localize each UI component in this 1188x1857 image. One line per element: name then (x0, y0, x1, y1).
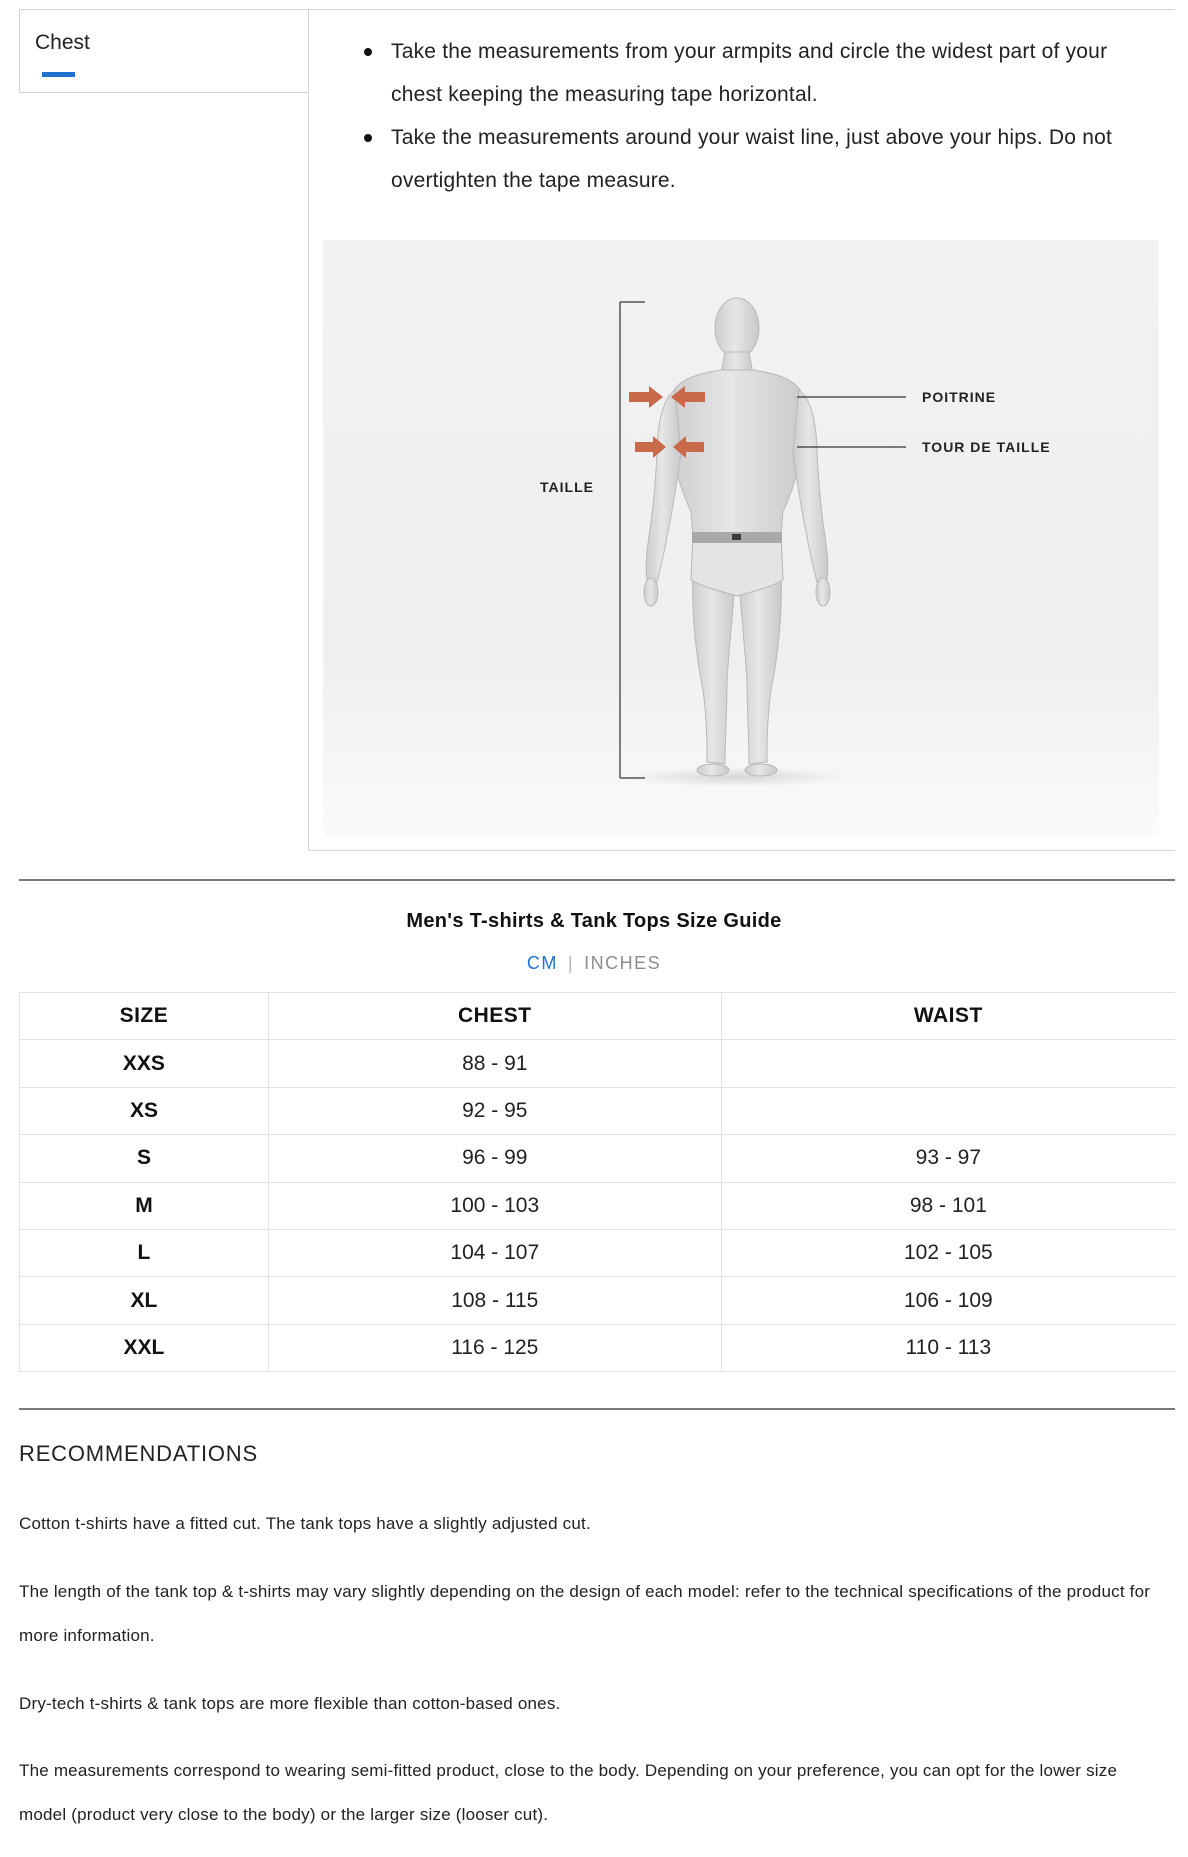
table-row (20, 1040, 1176, 1087)
height-bracket (620, 302, 645, 778)
table-row (20, 1135, 1176, 1182)
recommendation-paragraph: The measurements correspond to wearing semi-fitted product, close to the body. Depending on your preference, you can opt for the lower size model (product very close to the body) or the larger size (looser cut). (19, 1761, 1118, 1824)
column-header-chest: CHEST (268, 993, 721, 1040)
size-cell: M (20, 1182, 269, 1229)
size-cell: S (20, 1135, 269, 1182)
waist-cell: 106 - 109 (721, 1277, 1175, 1324)
size-cell: XL (20, 1277, 269, 1324)
chest-cell: 116 - 125 (268, 1324, 721, 1371)
chest-cell: 100 - 103 (268, 1182, 721, 1229)
unit-inches-button[interactable]: INCHES (584, 953, 662, 973)
chest-cell: 108 - 115 (268, 1277, 721, 1324)
waist-cell (721, 1040, 1175, 1087)
chest-cell: 92 - 95 (268, 1087, 721, 1134)
tab-panel (308, 9, 1175, 851)
tab-active-indicator (42, 72, 75, 77)
height-label: TAILLE (540, 479, 594, 495)
chest-cell: 96 - 99 (268, 1135, 721, 1182)
recommendation-paragraph: The length of the tank top & t-shirts may vary slightly depending on the design of each model: refer to the technical specifications of the product for more information. (19, 1582, 1151, 1645)
chest-cell: 104 - 107 (268, 1229, 721, 1276)
table-row (20, 1229, 1176, 1276)
waist-cell (721, 1087, 1175, 1134)
instruction-chest: Take the measurements from your armpits and circle the widest part of your chest keeping the measuring tape horizontal. (361, 30, 1141, 116)
recommendations-title: RECOMMENDATIONS (19, 1441, 258, 1466)
chest-cell: 88 - 91 (268, 1040, 721, 1087)
table-row (20, 1277, 1176, 1324)
size-cell: XXS (20, 1040, 269, 1087)
column-header-waist: WAIST (721, 993, 1175, 1040)
mannequin-shorts (691, 532, 783, 596)
size-cell: XXL (20, 1324, 269, 1371)
size-cell: XS (20, 1087, 269, 1134)
tab-chest-label: Chest (35, 31, 90, 54)
size-table (19, 992, 1175, 1372)
size-cell: L (20, 1229, 269, 1276)
waist-label: TOUR DE TAILLE (922, 439, 1051, 455)
waist-cell: 110 - 113 (721, 1324, 1175, 1371)
recommendation-paragraph: Dry-tech t-shirts & tank tops are more flexible than cotton-based ones. (19, 1694, 561, 1713)
unit-toggle (0, 953, 1188, 974)
instruction-waist: Take the measurements around your waist line, just above your hips. Do not overtighten the tape measure. (361, 116, 1141, 202)
unit-separator: | (567, 953, 575, 973)
waist-cell: 98 - 101 (721, 1182, 1175, 1229)
measurement-section (19, 9, 1175, 851)
waist-cell: 102 - 105 (721, 1229, 1175, 1276)
floor-shadow (627, 767, 847, 787)
measurement-illustration (323, 240, 1159, 837)
section-divider (19, 1408, 1175, 1410)
table-row (20, 1182, 1176, 1229)
tab-chest[interactable] (20, 10, 310, 94)
waist-cell: 93 - 97 (721, 1135, 1175, 1182)
size-guide-title: Men's T-shirts & Tank Tops Size Guide (406, 910, 782, 932)
recommendation-paragraph: Cotton t-shirts have a fitted cut. The tank tops have a slightly adjusted cut. (19, 1514, 591, 1533)
table-row (20, 1087, 1176, 1134)
instruction-list (361, 30, 1141, 202)
table-row (20, 1324, 1176, 1371)
mannequin-figure (323, 240, 1159, 837)
chest-label: POITRINE (922, 389, 997, 405)
section-divider (19, 879, 1175, 881)
table-header-row (20, 993, 1176, 1040)
tab-list (19, 9, 309, 93)
unit-cm-button[interactable]: CM (526, 953, 558, 973)
column-header-size: SIZE (20, 993, 269, 1040)
